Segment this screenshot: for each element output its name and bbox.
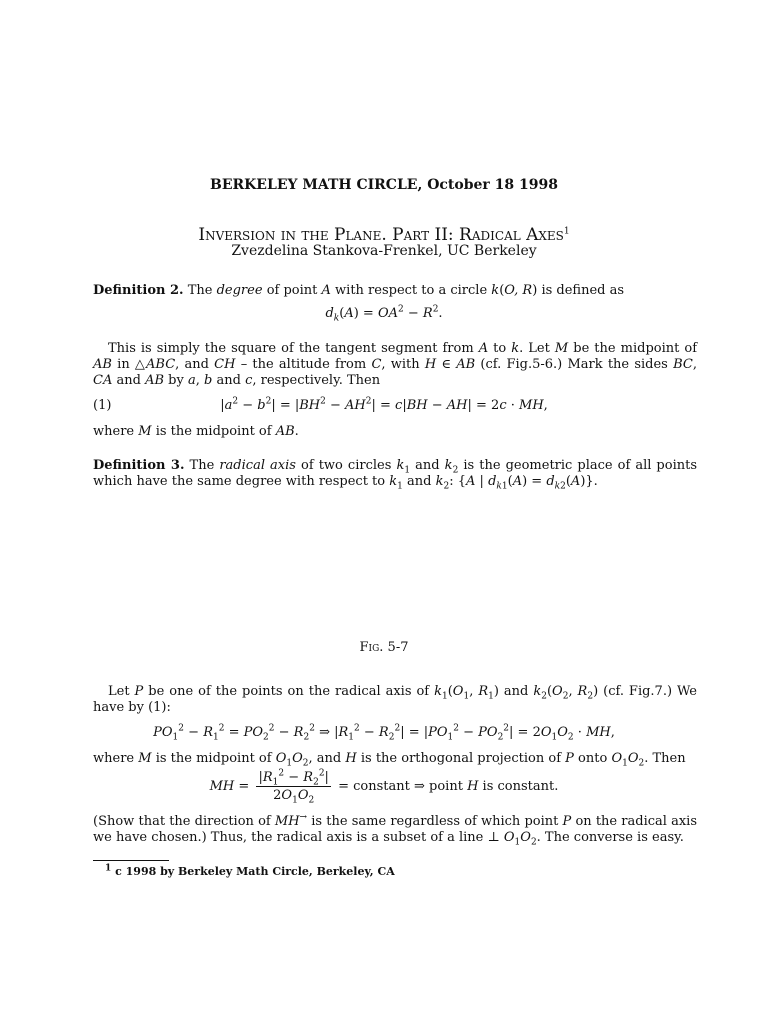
figure-caption: Fig. 5-7 <box>359 640 409 655</box>
term-degree: degree <box>216 283 263 298</box>
paragraph-converse: (Show that the direction of MH→ is the same regardless of which point P on the radical axis we have chosen.) Thus, the radical axis is a subset of a line ⊥ $O_1O_2$. The converse is easy. <box>93 812 697 848</box>
footnote-text: c 1998 by Berkeley Math Circle, Berkeley, CA <box>115 865 395 878</box>
equation-3: MH = $\frac{|R_1^2 - R_2^2|}{2O_1O_2}$ = constant ⇒ point H is constant. <box>209 768 559 806</box>
author-line: Zvezdelina Stankova-Frenkel, UC Berkeley <box>231 243 537 259</box>
paper-title-text: Inversion in the Plane. Part II: Radical Axes <box>198 225 564 245</box>
paragraph-point-p: Let P be one of the points on the radical axis of $k_1(O_1$, $R_1$) and $k_2(O_2$, $R_2$) (cf. Fig.7.) We have by (1): <box>93 684 698 715</box>
paragraph-tangent: This is simply the square of the tangent segment from A to k. Let M be the midpoint of AB in △ABC, and CH – the altitude from C, with H ∈ AB (cf. Fig.5-6.) Mark the sides BC, CA and AB by a, b and c, respectively. Then <box>93 341 698 388</box>
document-header: BERKELEY MATH CIRCLE, October 18 1998 <box>210 177 558 193</box>
paper-title <box>0 225 768 245</box>
definition-3: Definition 3. The radical axis of two circles $k_1$ and $k_2$ is the geometric place of all points which have the same degree with respect to $k_1$ and $k_2$: {A | $d_{k1}(A) = d_{k2}(A)$}. <box>93 458 698 492</box>
footnote-mark: 1 <box>105 863 112 874</box>
definition-2-label: Definition 2. <box>93 283 184 298</box>
equation-2: $PO_1^2 - R_1^2 = PO_2^2 - R_2^2$ ⇒ $|R_1^2 - R_2^2| = |PO_1^2 - PO_2^2| = 2O_1O_2$ · MH, <box>153 723 615 743</box>
footnote <box>105 865 395 878</box>
term-radical-axis: radical axis <box>219 458 296 473</box>
equation-1: $|a^2 - b^2| = |BH^2 - AH^2| = c|BH - AH| = 2c$ · MH, <box>220 396 548 413</box>
paragraph-projection: where M is the midpoint of $O_1O_2$, and H is the orthogonal projection of P onto $O_1O_2$. Then <box>93 751 686 769</box>
title-footnote-mark: 1 <box>563 226 570 237</box>
definition-2: Definition 2. The degree of point A with respect to a circle k(O, R) is defined as <box>93 283 625 298</box>
fraction: $\frac{|R_1^2 - R_2^2|}{2O_1O_2}$ <box>258 768 329 806</box>
equation-degree: $d_k(A) = OA^2 - R^2$. <box>325 304 443 324</box>
definition-3-label: Definition 3. <box>93 458 185 473</box>
paragraph-midpoint: where M is the midpoint of AB. <box>93 424 299 439</box>
equation-1-label: (1) <box>93 398 112 413</box>
footnote-rule <box>93 860 169 861</box>
